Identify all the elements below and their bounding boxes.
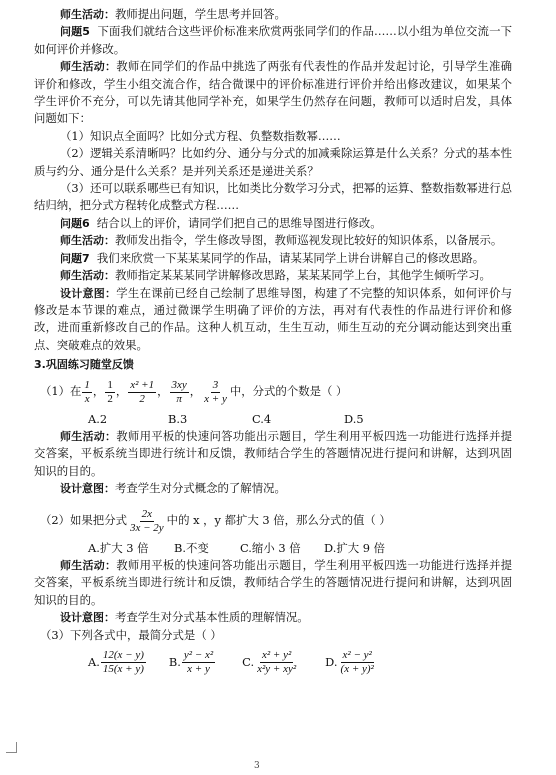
exercise-1-prefix: （1）在 [40,384,82,399]
paragraph-text: 教师发出指令，学生修改导图，教师巡视发现比较好的知识体系，以备展示。 [115,233,503,248]
label-question-6: 问题6 [60,216,90,230]
label-teacher-activity: 师生活动： [60,269,115,283]
exercise-3-options [34,649,512,676]
paragraph-text: 结合以上的评价，请同学们把自己的思维导图进行修改。 [96,215,382,230]
page-number: 3 [254,761,260,771]
paragraph-question-5 [34,23,512,58]
paragraph-text: 教师用平板的快速问答功能出示题目，学生利用平板四选一功能进行选择并提交答案，平板系统当即进行统计和反馈，教师结合学生的答题情况进行提问和讲解，达到巩固知识的目的。 [34,557,512,607]
label-design-intent: 设计意图： [60,286,117,300]
exercise-1-stem: （1）在 $\frac{1}{x}$ ， $\frac{1}{2}$ ， $\frac{\text{x² +1}}{2}$ ， $\frac{3xy}{\pi}$ ， $\frac{3}{x + y}$ 中，分式的个数是（ ） [40,378,348,405]
paragraph-text: 教师在同学们的作品中挑选了两张有代表性的作品并发起讨论，引导学生准确评价和修改，学生小组交流合作，结合微课中的评价标准进行评价并给出修改建议，如果某个学生评价不充分，可以先请其他同学补充，如果学生仍然存在问题，教师可以适时启发，具体问题如下： [34,59,512,126]
paragraph-text: 学生在课前已经自己绘制了思维导图，构建了不完整的知识体系，如何评价与修改是本节课的难点，通过微课学生明确了评价的方法，再对有代表性的作品进行评价和修改，进而重新修改自己的作品。这种人机互动，生生互动，师生互动的充分调动能达到突出重点、突破难点的效果。 [34,285,512,352]
paragraph-teacher-activity-2 [34,58,512,128]
label-teacher-activity: 师生活动： [60,234,115,248]
option-c-label: C. [242,654,255,669]
label-question-7: 问题7 [60,251,90,265]
paragraph-teacher-activity-5 [34,428,512,480]
option-a: A.2 [88,411,108,426]
option-a-fraction: $\frac{12(x - y)}{15(x + y)}$ [102,649,144,675]
exercise-3-stem: （3）下列各式中，最简分式是（ ） [40,627,222,642]
paragraph-teacher-activity-4 [34,267,512,284]
label-teacher-activity: 师生活动： [60,429,117,443]
section-heading: 3.巩固练习随堂反馈 [34,358,134,372]
option-b-fraction: $\frac{\text{y² − x²}}{x + y}$ [183,649,214,675]
paragraph-design-intent-3 [34,609,512,626]
option-c: C.4 [252,411,272,426]
paragraph-text: 考查学生对分式基本性质的理解情况。 [115,610,309,625]
question-item-3: （3）还可以联系哪些已有知识，比如类比分数学习分式，把幂的运算、整数指数幂进行总结归纳，把分式方程转化成整式方程…… [34,181,512,213]
option-a: A.扩大 3 倍 [88,540,149,555]
option-a-label: A. [88,654,100,669]
option-b-label: B. [168,654,181,669]
paragraph-question-6 [34,215,512,232]
paragraph-text: 考查学生对分式概念的了解情况。 [115,481,286,496]
option-b: B.不变 [174,540,209,555]
label-question-5: 问题5 [60,25,90,39]
label-teacher-activity: 师生活动： [60,60,117,74]
paragraph-text: 下面我们就结合这些评价标准来欣赏两张同学们的作品……以小组为单位交流一下如何评价并修改。 [34,24,512,56]
paragraph-question-7 [34,250,512,267]
paragraph-text: 教师提出问题，学生思考并回答。 [115,7,286,21]
question-item-2: （2）逻辑关系清晰吗？比如约分、通分与分式的加减乘除运算是什么关系？分式的基本性质与约分、通分是什么关系？是并列关系还是递进关系？ [34,146,512,178]
page-corner-mark [6,742,17,753]
fraction-1-over-2: $\frac{1}{2}$ [107,378,113,405]
exercise-2-prefix: （2）如果把分式 [40,513,127,528]
exercise-2-suffix: 中的 x ，y 都扩大 3 倍，那么分式的值（ ） [166,513,391,528]
fraction-3xy-over-pi: $\frac{3xy}{\pi}$ [171,378,187,405]
option-d: D.5 [344,411,364,426]
option-d: D.扩大 9 倍 [324,540,386,555]
paragraph-design-intent-1 [34,285,512,355]
label-teacher-activity: 师生活动： [60,8,115,21]
option-b: B.3 [168,411,188,426]
option-d-label: D. [325,654,338,669]
paragraph-text: 我们来欣赏一下某某某同学的作品，请某某同学上讲台讲解自己的修改思路。 [96,250,485,265]
paragraph-text: 教师指定某某某同学讲解修改思路，某某某同学上台，其他学生倾听学习。 [115,268,491,283]
label-design-intent: 设计意图： [60,611,115,625]
option-d-fraction: $\frac{\text{x² − y²}}{\text{(x + y)²}}$ [340,649,374,675]
fraction-3-over-x-plus-y: $\frac{3}{x + y}$ [204,378,227,405]
label-design-intent: 设计意图： [60,482,115,496]
fraction-x2-plus-1-over-2: $\frac{\text{x² +1}}{2}$ [130,378,155,405]
exercise-2-stem [34,508,512,535]
fraction-2x-over-3x-minus-2y: $\frac{2x}{3x - 2y}$ [129,507,164,534]
label-teacher-activity: 师生活动： [60,558,117,572]
question-item-1: （1）知识点全面吗？比如分式方程、负整数指数幂…… [60,128,341,143]
document-page [34,6,512,676]
paragraph-design-intent-2 [34,480,512,497]
paragraph-text: 教师用平板的快速问答功能出示题目，学生利用平板四选一功能进行选择并提交答案，平板系统当即进行统计和反馈，教师结合学生的答题情况进行提问和讲解，达到巩固知识的目的。 [34,428,512,478]
fraction-1-over-x: $\frac{1}{x}$ [84,378,90,405]
exercise-2-options [34,540,512,557]
paragraph-teacher-activity-3 [34,232,512,249]
exercise-1-suffix: 中，分式的个数是（ ） [229,384,348,399]
paragraph-teacher-activity-6 [34,557,512,609]
option-c: C.缩小 3 倍 [240,540,301,555]
option-c-fraction: $\frac{\text{x² + y²}}{\text{x²y + xy²}}$ [257,649,297,675]
paragraph-teacher-activity-1 [34,6,512,23]
exercise-1-options [34,411,512,428]
